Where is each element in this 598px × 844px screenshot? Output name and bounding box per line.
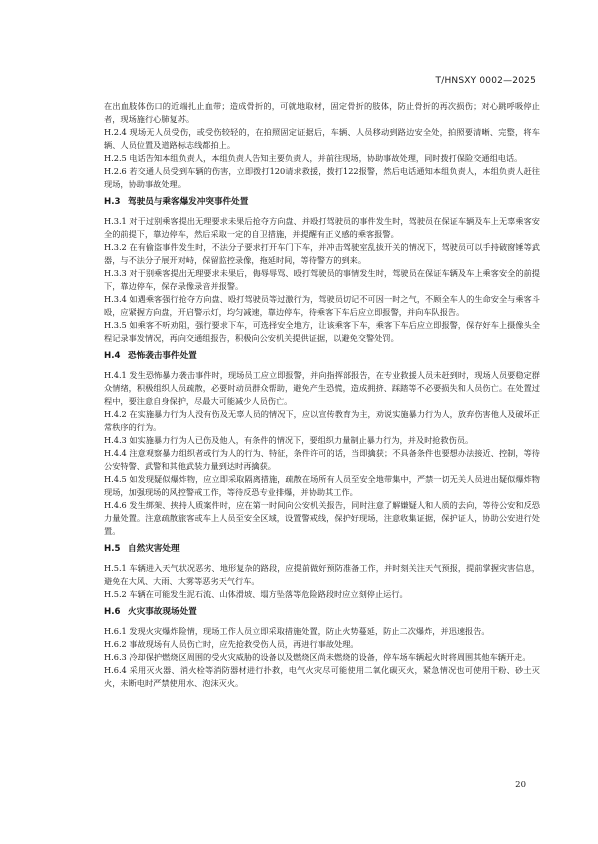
clause-paragraph: H.4.2 在实施暴力行为人没有伤及无辜人员的情况下，应以宣传教育为主，劝说实施暴力行为人，放弃伤害他人及破坏正常秩序的行为。 [104,409,540,432]
clause-paragraph: H.3.2 在有偷盗事件发生时，不法分子要求打开车门下车，并冲击驾驶室乱拔开关的情况下，驾驶员可以手持破窗锤等武器，与不法分子展开对峙，保留监控录像，拖延时间，等待警方的到来。 [104,242,540,265]
clause-paragraph: H.4.1 发生恐怖暴力袭击事件时，现场员工应立即报警，并向指挥部报告，在专业救援人员未赶到时，现场人员要稳定群众情绪，积极组织人员疏散，必要时动员群众帮助，避免产生恐慌，造成拥挤、踩踏等不必要损失和人员伤亡。在处置过程中，要注意自身保护，尽最大可能减少人员伤亡。 [104,370,540,406]
clause-paragraph: H.2.4 现场无人员受伤，或受伤较轻的，在拍照固定证据后，车辆、人员移动到路边安全处，拍照要清晰、完整，将车辆、人员位置及道路标志线都拍上。 [104,127,540,150]
clause-paragraph: H.4.3 如实施暴力行为人已伤及他人，有条件的情况下，要组织力量制止暴力行为，并及时抢救伤员。 [104,435,474,445]
clause-paragraph: H.3.1 对于过别乘客提出无理要求未果后抢夺方向盘、并殴打驾驶员的事件发生时，驾驶员在保证车辆及车上无辜乘客安全的前提下，靠边停车，然后采取一定的自卫措施，并提醒有正义感的乘客报警。 [104,216,540,239]
clause-paragraph: H.4.6 发生绑架、挟持人质案件时，应在第一时间向公安机关报告，同时注意了解嫌疑人和人质的去向，等待公安和反恐力量处置。注意疏散旅客或车上人员至安全区域，设置警戒线，保护好现场，注意收集证据，保护证人，协助公安进行处置。 [104,500,540,536]
section-number: H.5 [104,544,121,554]
section-heading [104,350,540,363]
section-heading [104,543,540,556]
section-heading [104,196,540,209]
section-number: H.4 [104,351,121,361]
clause-paragraph: H.5.2 车辆在可能发生泥石流、山体滑坡、塌方坠落等危险路段时应立刻停止运行。 [104,589,408,599]
clause-paragraph: H.2.5 电话告知本组负责人，本组负责人告知主要负责人，并前往现场，协助事故处理，同时拨打保险交通组电话。 [104,153,523,163]
clause-paragraph: H.4.5 如发现疑似爆炸物，应立即采取隔离措施，疏散在场所有人员至安全地带集中，严禁一切无关人员进出疑似爆炸物现场，加强现场的风控警戒工作，等待反恐专业排爆，并协助其工作。 [104,474,540,497]
section-number: H.6 [104,607,121,617]
section-title: 火灾事故现场处置 [128,607,197,617]
clause-paragraph: H.4.4 注意观察暴力组织者或行为人的行为、特征，条件许可的话，当即擒获；不具备条件也要想办法接近、控制，等待公安特警、武警和其他武装力量到达时再擒获。 [104,448,540,471]
page-number: 20 [515,780,526,790]
standard-code: T/HNSXY 0002—2025 [435,76,536,86]
section-title: 恐怖袭击事件处置 [128,351,197,361]
section-heading [104,606,540,619]
section-title: 自然灾害处理 [128,544,180,554]
clause-paragraph: H.3.5 如乘客不听劝阻，强行要求下车，可选择安全地方，让该乘客下车，乘客下车后应立即报警，保存好车上摄像头全程记录事发情况，再向交通组报告，积极向公安机关提供证据，以避免交警处罚。 [104,320,540,343]
clause-paragraph: H.6.2 事故现场有人员伤亡时，应先抢救受伤人员，再进行事故处理。 [104,639,359,649]
clause-paragraph: 在出血肢体伤口的近端扎止血带；造成骨折的，可就地取材，固定骨折的肢体，防止骨折的再次损伤；对心跳呼吸停止者，现场施行心肺复苏。 [104,101,540,124]
clause-paragraph: H.5.1 车辆进入天气状况恶劣、地形复杂的路段，应提前做好预防准备工作，并时刻关注天气预报，提前掌握灾害信息，避免在大风、大雨、大雾等恶劣天气行车。 [104,563,540,586]
document-body [104,100,540,690]
clause-paragraph: H.6.3 冷却保护燃烧区周围的受火灾威胁的设备以及燃烧区尚未燃烧的设备，停车场车辆起火时将周围其他车辆开走。 [104,652,531,662]
section-title: 驾驶员与乘客爆发冲突事件处置 [128,197,249,207]
clause-paragraph: H.6.1 发现火灾爆炸险情，现场工作人员立即采取措施处置，防止火势蔓延，防止二次爆炸，并迅速报告。 [104,626,490,636]
clause-paragraph: H.3.3 对于别乘客提出无理要求未果后，侮辱辱骂、殴打驾驶员的事情发生时，驾驶员在保证车辆及车上乘客安全的前提下，靠边停车，保存录像录音并报警。 [104,268,540,291]
clause-paragraph: H.3.4 如遇乘客强行抢夺方向盘、殴打驾驶员等过激行为，驾驶员切记不可因一时之气，不顾全车人的生命安全与乘客斗殴，应紧握方向盘，开启警示灯，均匀减速，靠边停车，待乘客下车后应立即报警，并向车队报告。 [104,294,540,317]
clause-paragraph: H.2.6 若交通人员受到车辆的伤害，立即拨打120请求救援，拨打122报警，然后电话通知本组负责人，本组负责人赶往现场，协助事故处理。 [104,166,540,189]
section-number: H.3 [104,197,121,207]
clause-paragraph: H.6.4 采用灭火器、消火栓等消防器材进行扑救，电气火灾尽可能使用二氧化碳灭火，紧急情况也可使用干粉、砂土灭火，未断电时严禁使用水、泡沫灭火。 [104,665,540,688]
